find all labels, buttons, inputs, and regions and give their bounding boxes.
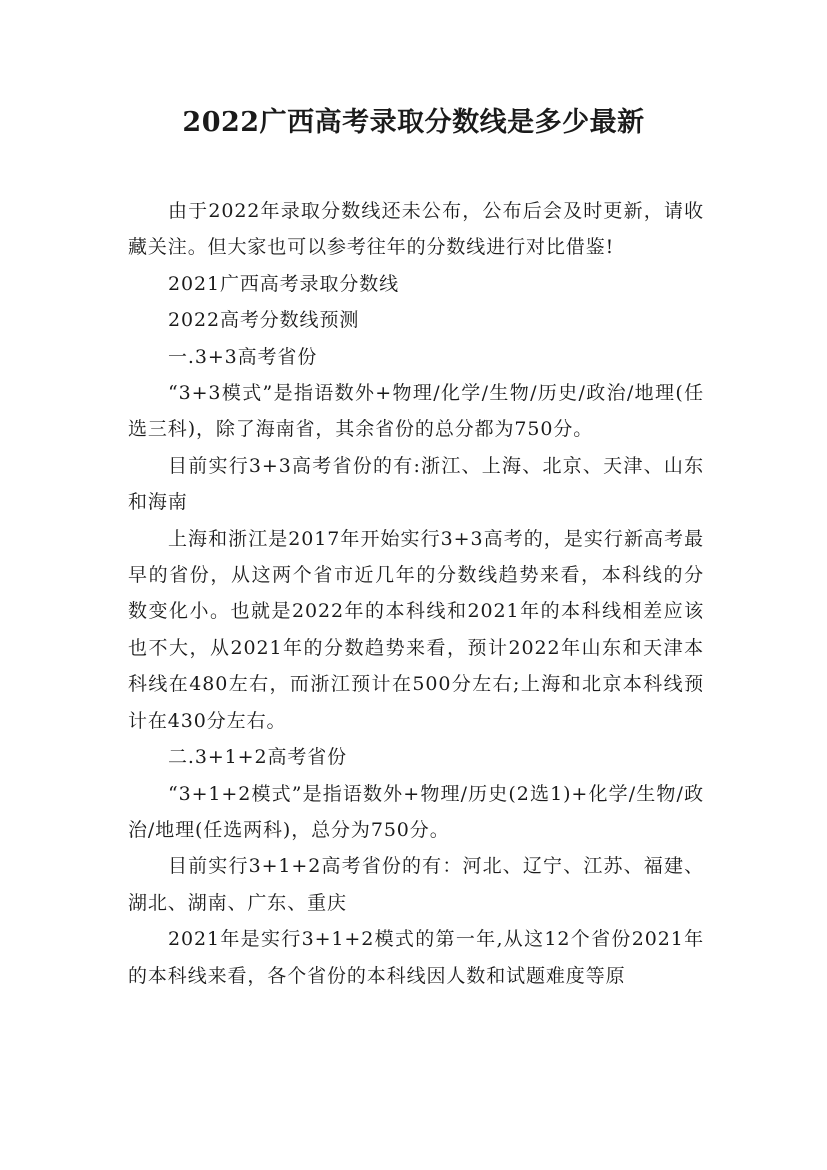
- paragraph-3-3-analysis: 上海和浙江是2017年开始实行3+3高考的，是实行新高考最早的省份，从这两个省市近几年的分数线趋势来看，本科线的分数变化小。也就是2022年的本科线和2021年的本科线相差应该也不大，从2021年的分数趋势来看，预计2022年山东和天津本科线在480左右，而浙江预计在500分左右;上海和北京本科线预计在430分左右。: [128, 527, 704, 732]
- paragraph-3-3-provinces: 目前实行3+3高考省份的有:浙江、上海、北京、天津、山东和海南: [128, 454, 704, 514]
- paragraph-heading-forecast: 2022高考分数线预测: [168, 309, 360, 332]
- paragraph-3-3-mode: “3+3模式”是指语数外+物理/化学/生物/历史/政治/地理(任选三科)，除了海南省，其余省份的总分都为750分。: [128, 382, 704, 441]
- section-heading-3-3: 一.3+3高考省份: [168, 345, 318, 368]
- paragraph-heading-2021: 2021广西高考录取分数线: [168, 272, 400, 295]
- paragraph-intro: 由于2022年录取分数线还未公布，公布后会及时更新，请收藏关注。但大家也可以参考往年的分数线进行对比借鉴!: [128, 200, 704, 259]
- paragraph-3-1-2-provinces: 目前实行3+1+2高考省份的有：河北、辽宁、江苏、福建、湖北、湖南、广东、重庆: [128, 855, 704, 914]
- paragraph-3-1-2-analysis: 2021年是实行3+1+2模式的第一年,从这12个省份2021年的本科线来看，各个省份的本科线因人数和试题难度等原: [128, 928, 704, 987]
- document-body: [128, 193, 704, 994]
- section-heading-3-1-2: 二.3+1+2高考省份: [168, 746, 348, 769]
- document-title: 2022广西高考录取分数线是多少最新: [182, 107, 645, 138]
- paragraph-3-1-2-mode: “3+1+2模式”是指语数外+物理/历史(2选1)+化学/生物/政治/地理(任选两科)，总分为750分。: [128, 782, 704, 841]
